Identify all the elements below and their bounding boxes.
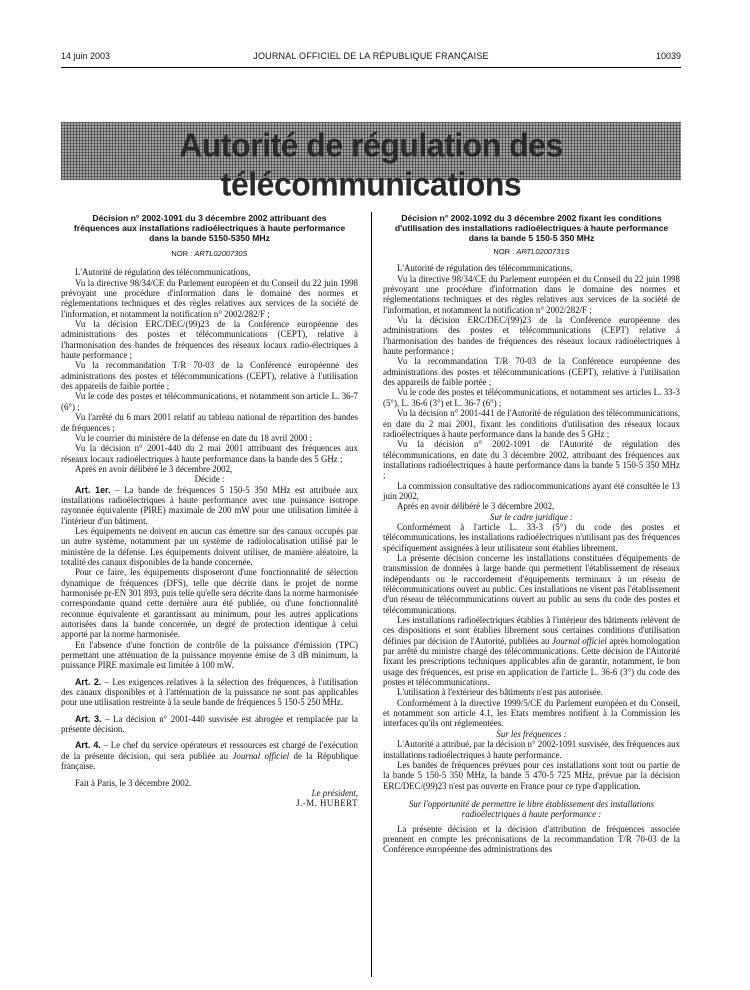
nor-label: NOR : bbox=[493, 247, 517, 256]
paragraph: L'Autorité de régulation des télécommunications, bbox=[75, 267, 251, 278]
paragraph: Conformément à l'article L. 33-3 (5°) du code des postes et télécommunications, les installations radioélectriques n'utilisant pas des fréquences spécifiquement assignées à leur utilisateur sont établies librement. bbox=[383, 521, 680, 553]
paragraph: Vu le code des postes et télécommunications, et notamment son article L. 36-7 (6°) ; bbox=[61, 391, 358, 412]
article-2 bbox=[61, 677, 358, 708]
paragraph: Vu la directive 98/34/CE du Parlement européen et du Conseil du 22 juin 1998 prévoyant une procédure d'information dans le domaine des normes et réglementations techniques et des règles relatives aux services de la société de l'information, et notamment la notification n° 2002/282/F ; bbox=[61, 277, 358, 319]
page-header bbox=[61, 51, 681, 67]
paragraph: La commission consultative des radiocommunications ayant été consultée le 13 juin 2002, bbox=[383, 480, 680, 501]
section-heading-opportunite: Sur l'opportunité de permettre le libre établissement des installations radioélectriques à haute performance : bbox=[408, 798, 655, 820]
article-4-text-end: de la République française. bbox=[61, 750, 358, 772]
left-column bbox=[61, 213, 358, 809]
paragraph: Après en avoir délibéré le 3 décembre 2002, bbox=[397, 501, 555, 512]
header-journal-title: JOURNAL OFFICIEL DE LA RÉPUBLIQUE FRANÇAISE bbox=[253, 51, 489, 61]
signature-name: J.-M. HUBERT bbox=[296, 798, 358, 809]
paragraph: Vu la décision n° 2002-1091 de l'Autorité de régulation des télécommunications, en date du 3 décembre 2002, attribuant des fréquences aux installations radioélectriques à haute performance dans la bande 5 150-5 350 MHz ; bbox=[383, 439, 680, 481]
paragraph: Les bandes de fréquences prévues pour ces installations sont tout ou partie de la bande 5 150-5 350 MHz, la bande 5 470-5 725 MHz, prévue par la décision ERC/DEC/(99)23 n'est pas ouverte en France pour ce type d'application. bbox=[383, 759, 680, 791]
section-heading-frequences: Sur les fréquences : bbox=[496, 728, 567, 739]
header-rule bbox=[61, 67, 681, 68]
paragraph: La présente décision concerne les installations constituées d'équipements de transmission de données à large bande qui permettent l'établissement de réseaux indépendants ou le raccordement d'équipements terminaux à un réseau de télécommunications ouvert au public. Ces installations ne visent pas l'établissement d'un réseau de télécommunications ouvert au public au sens du code des postes et télécommunications. bbox=[383, 552, 680, 615]
nor-code: ARTL0200731S bbox=[516, 247, 570, 256]
article-3 bbox=[61, 714, 358, 735]
paragraph-start: Les installations radioélectriques établies à l'intérieur des bâtiments relèvent de ces dispositions et sont établies librement sous certaines conditions d'utilisation définies par décision de l'Autorité, publiées au bbox=[383, 615, 680, 646]
paragraph: Vu la décision ERC/DEC/(99)23 de la Conférence européenne des administrations des postes et télécommunications (CEPT), relative à l'harmonisation des bandes de fréquences des réseaux locaux radio-électriques à haute performance ; bbox=[61, 319, 358, 361]
paragraph: L'Autorité a attribué, par la décision n° 2002-1091 susvisée, des fréquences aux installations radioélectriques à haute performance. bbox=[383, 739, 680, 760]
paragraph: Après en avoir délibéré le 3 décembre 2002, bbox=[75, 463, 233, 474]
decision-title-1092: Décision n° 2002-1092 du 3 décembre 2002 fixant les conditions d'utilisation des installations radioélectriques à haute performance dans la bande 5 150-5 350 MHz bbox=[394, 213, 669, 243]
nor-code: ARTL0200730S bbox=[194, 249, 248, 258]
paragraph: Vu la décision n° 2001-441 de l'Autorité de régulation des télécommunications, en date du 2 mai 2001, fixant les conditions d'utilisation des réseaux locaux radioélectriques à haute performance dans la bande des 5 GHz ; bbox=[383, 408, 680, 439]
paragraph: L'utilisation à l'extérieur des bâtiments n'est pas autorisée. bbox=[397, 687, 603, 698]
article-3-text: – La décision n° 2001-440 susvisée est abrogée et remplacée par la présente décision. bbox=[61, 713, 358, 735]
paragraph: Les équipements ne doivent en aucun cas émettre sur des canaux occupés par un autre système, notamment par un système de radiolocalisation utilisé par le ministère de la défense. Les équipements doivent utiliser, de manière aléatoire, la totalité des canaux disponibles de la bande concernée. bbox=[61, 525, 358, 567]
article-4-label: Art. 4. bbox=[75, 740, 101, 751]
paragraph: Vu le code des postes et télécommunications, et notamment ses articles L. 33-3 (5°), L. 36-6 (3°) et L. 36-7 (6°) ; bbox=[383, 387, 680, 408]
article-4 bbox=[61, 740, 358, 771]
paragraph: Vu l'arrêté du 6 mars 2001 relatif au tableau national de répartition des bandes de fréquences ; bbox=[61, 412, 358, 433]
article-1-label: Art. 1er. bbox=[75, 484, 111, 495]
article-1 bbox=[61, 485, 358, 526]
done-line: Fait à Paris, le 3 décembre 2002. bbox=[75, 777, 192, 788]
banner-title: Autorité de régulation des télécommunications bbox=[179, 126, 563, 203]
paragraph: La présente décision et la décision d'attribution de fréquences associée prennent en compte les préconisations de la recommandation T/R 70-03 de la Conférence européenne des administrations des bbox=[383, 823, 680, 855]
article-2-label: Art. 2. bbox=[75, 676, 102, 687]
article-4-text: – Le chef du service opérateurs et ressources est chargé de l'exécution de la présente décision, qui sera publiée au bbox=[61, 740, 358, 761]
paragraph: En l'absence d'une fonction de contrôle de la puissance d'émission (TPC) permettant une atténuation de la puissance moyenne émise de 3 dB minimum, la puissance PIRE maximale est limitée à 100 mW. bbox=[61, 639, 358, 671]
paragraph: Vu la décision n° 2001-440 du 2 mai 2001 attribuant des fréquences aux réseaux locaux radioélectriques à haute performance dans la bande des 5 GHz ; bbox=[61, 443, 358, 464]
signature-role: Le président, bbox=[311, 787, 358, 798]
paragraph-end: après homologation par arrêté du ministre chargé des télécommunications. Cette décision de l'Autorité fixant les prescriptions techniques applicables afin de garantir, notamment, le bon usage des fréquences, est prise en application de l'article L. 36-6 (3°) du code des postes et télécommunications. bbox=[383, 635, 680, 688]
nor-label: NOR : bbox=[171, 249, 195, 258]
paragraph: Vu la recommandation T/R 70-03 de la Conférence européenne des administrations des postes et télécommunications (CEPT), relative à l'utilisation des appareils de faible portée ; bbox=[383, 356, 680, 388]
article-1-text: – La bande de fréquences 5 150-5 350 MHz est attribuée aux installations radioélectriques à haute performance avec une puissance isotrope rayonnée équivalente (PIRE) maximale de 200 mW pour une utilisation limitée à l'intérieur d'un bâtiment. bbox=[61, 484, 358, 526]
header-page-number: 10039 bbox=[655, 51, 681, 61]
nor-reference bbox=[61, 249, 358, 259]
paragraph: L'Autorité de régulation des télécommunications, bbox=[397, 263, 573, 274]
section-heading-cadre-juridique: Sur le cadre juridique : bbox=[490, 511, 573, 522]
decision-title-1091: Décision n° 2002-1091 du 3 décembre 2002 attribuant des fréquences aux installations radioélectriques à haute performance dans la bande 5150-5350 MHz bbox=[73, 213, 346, 243]
paragraph: Vu la directive 98/34/CE du Parlement européen et du Conseil du 22 juin 1998 prévoyant une procédure d'information dans le domaine des normes et réglementations techniques et des règles relatives aux services de la société de l'information, et notamment la notification n° 2002/282/F ; bbox=[383, 273, 680, 315]
nor-reference bbox=[383, 247, 680, 257]
journal-officiel-italic: Journal officiel bbox=[552, 635, 607, 646]
article-3-label: Art. 3. bbox=[75, 713, 102, 724]
right-column bbox=[383, 213, 680, 855]
paragraph: Conformément à la directive 1999/5/CE du Parlement européen et du Conseil, et notamment son article 4.1, les Etats membres notifient à la Commission les interfaces qu'ils ont réglementées. bbox=[383, 697, 680, 729]
paragraph: Vu la recommandation T/R 70-03 de la Conférence européenne des administrations des postes et télécommunications (CEPT), relative à l'utilisation des appareils de faible portée ; bbox=[61, 360, 358, 392]
paragraph: Vu la décision ERC/DEC/(99)23 de la Conférence européenne des administrations des postes et télécommunications (CEPT) relative à l'harmonisation des bandes de fréquences des réseaux locaux radioélectriques à haute performance ; bbox=[383, 315, 680, 357]
paragraph bbox=[383, 615, 680, 687]
header-date: 14 juin 2003 bbox=[61, 51, 111, 61]
decide-heading: Décide : bbox=[194, 474, 225, 485]
paragraph: Pour ce faire, les équipements disposeront d'une fonctionnalité de sélection dynamique de fréquences (DFS), telle que décrite dans le projet de norme harmonisée pr-EN 301 893, puis telle qu'elle sera décrite dans la norme harmonisée correspondante quand cette dernière aura été publiée, ou d'une fonctionnalité reconnue équivalente et garantissant au minimum, pour les autres applications autorisées dans la bande concernée, un degré de protection identique à celui apporté par la norme harmonisée. bbox=[61, 567, 358, 640]
column-divider bbox=[371, 212, 372, 977]
paragraph: Vu le courrier du ministère de la défense en date du 18 avril 2000 ; bbox=[75, 432, 313, 443]
article-2-text: – Les exigences relatives à la sélection des fréquences, à l'utilisation des canaux disponibles et à l'atténuation de la puissance ne sont pas applicables pour une utilisation restreinte à la seule bande de fréquences 5 150-5 250 MHz. bbox=[61, 676, 358, 708]
journal-officiel-italic: Journal officiel bbox=[232, 750, 290, 761]
